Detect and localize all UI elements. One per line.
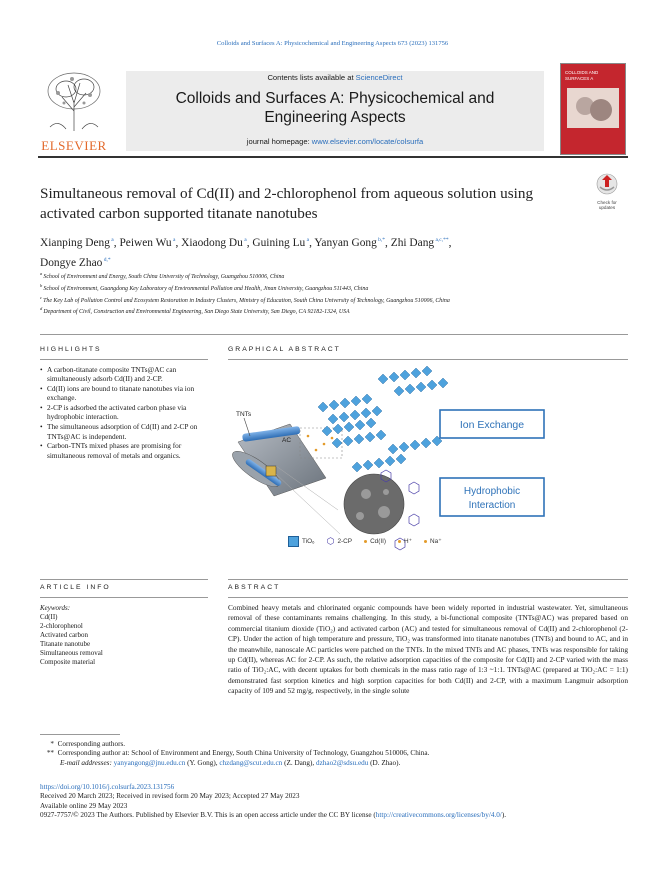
activated-carbon-cylinder bbox=[228, 424, 326, 496]
author-name[interactable]: Dongye Zhao bbox=[40, 256, 103, 269]
email-owner: (Z. Dang), bbox=[282, 758, 316, 767]
author-name[interactable]: Guining Lu bbox=[252, 236, 306, 249]
legend-label: 2-CP bbox=[337, 537, 353, 545]
article-title: Simultaneous removal of Cd(II) and 2-chlorophenol from aqueous solution using activated carbon supported titanate nanotubes bbox=[40, 185, 534, 222]
license-link[interactable]: http://creativecommons.org/licenses/by/4.0/ bbox=[375, 811, 502, 820]
tio6-octahedron bbox=[411, 368, 421, 378]
tio6-octahedron bbox=[328, 414, 338, 424]
keyword-item: Cd(II) bbox=[40, 613, 58, 621]
author-affiliation-mark[interactable]: b,* bbox=[376, 237, 386, 243]
legend-entry bbox=[327, 536, 352, 547]
highlight-item: • A carbon-titanate composite TNTs@AC can simultaneously adsorb Cd(II) and 2-CP. bbox=[40, 365, 206, 384]
legend-label: Cd(II) bbox=[370, 537, 387, 545]
footnotes bbox=[40, 740, 628, 768]
tio6-octahedron bbox=[378, 374, 388, 384]
abstract-rule bbox=[228, 597, 628, 598]
legend-label: Na⁺ bbox=[430, 538, 442, 545]
tio6-octahedron bbox=[427, 380, 437, 390]
tio6-octahedron bbox=[350, 410, 360, 420]
tio6-octahedron bbox=[388, 444, 398, 454]
dates-line: Received 20 March 2023; Received in revised form 20 May 2023; Accepted 27 May 2023 bbox=[40, 792, 300, 801]
legend-entry bbox=[288, 536, 315, 547]
sciencedirect-link[interactable]: ScienceDirect bbox=[355, 73, 403, 82]
tio6-octahedron bbox=[422, 366, 432, 376]
tio6-octahedron bbox=[374, 458, 384, 468]
tio6-octahedra-stack bbox=[318, 366, 448, 472]
article-info-heading: ARTICLE INFO bbox=[40, 584, 111, 591]
tio6-octahedron bbox=[333, 424, 343, 434]
journal-title: Colloids and Surfaces A: Physicochemical and Engineering Aspects bbox=[175, 90, 495, 126]
legend-entry bbox=[398, 537, 412, 545]
hexagon-legend-icon: ⬡ bbox=[326, 535, 335, 546]
tio6-legend-icon bbox=[288, 536, 299, 547]
affiliation-item: $^d$ Department of Civil, Construction and Environmental Engineering, San Diego State University, San Diego, CA 92182-1324, USA bbox=[40, 306, 350, 316]
legend-entry bbox=[364, 538, 386, 545]
email-label: E-mail addresses: bbox=[60, 758, 114, 767]
dot-legend-icon bbox=[398, 540, 401, 543]
tio6-octahedron bbox=[385, 456, 395, 466]
affiliation-rule bbox=[40, 334, 628, 335]
tio6-octahedron bbox=[344, 422, 354, 432]
authors-line-2 bbox=[40, 252, 600, 272]
graphical-abstract-rule bbox=[228, 359, 628, 360]
abstract-top-rule bbox=[228, 579, 628, 580]
legend-label: TiO₆ bbox=[302, 537, 315, 545]
tio6-octahedron bbox=[372, 406, 382, 416]
cover-image bbox=[567, 88, 619, 128]
doi-link[interactable]: https://doi.org/10.1016/j.colsurfa.2023.131756 bbox=[40, 783, 175, 791]
tio6-octahedron bbox=[329, 400, 339, 410]
tio6-octahedron bbox=[322, 426, 332, 436]
footnote-1: * Corresponding authors. bbox=[50, 740, 126, 748]
highlights-heading: HIGHLIGHTS bbox=[40, 346, 102, 353]
journal-homepage: journal homepage: www.elsevier.com/locate/colsurfa bbox=[246, 137, 424, 146]
abstract-heading: ABSTRACT bbox=[228, 584, 281, 591]
legend-entry bbox=[424, 537, 442, 545]
tio6-octahedron bbox=[363, 460, 373, 470]
cover-title: COLLOIDS AND SURFACES A bbox=[565, 70, 599, 81]
keyword-item: Activated carbon bbox=[40, 631, 89, 640]
footnote-2: ** Corresponding author at: School of Environment and Energy, South China University of Technology, Guangzhou 510006, China. bbox=[46, 749, 430, 758]
tio6-octahedron bbox=[394, 386, 404, 396]
affiliation-item: $^a$ School of Environment and Energy, South China University of Technology, Guangzhou 510006, China bbox=[40, 271, 285, 280]
affiliations bbox=[40, 270, 552, 317]
author-affiliation-mark[interactable]: a bbox=[109, 237, 114, 243]
highlights-list bbox=[40, 365, 206, 460]
keyword-item: Composite material bbox=[40, 658, 96, 667]
article-info-rule bbox=[40, 597, 208, 598]
affiliation-item: $^c$ The Key Lab of Pollution Control and Ecosystem Restoration in Industry Clusters, Ministry of Education, South China University of Technology, Guangzhou 510006, China bbox=[40, 294, 450, 304]
highlight-item: • The simultaneous adsorption of Cd(II) and 2-CP on TNTs@AC is independent. bbox=[40, 422, 206, 441]
graphical-abstract-heading: GRAPHICAL ABSTRACT bbox=[228, 346, 341, 353]
tio6-octahedron bbox=[400, 370, 410, 380]
masthead-center bbox=[126, 71, 544, 151]
author-name[interactable]: Zhi Dang bbox=[390, 236, 435, 249]
graphical-abstract-svg bbox=[228, 366, 628, 558]
tio6-octahedron bbox=[351, 396, 361, 406]
tio6-octahedron bbox=[332, 438, 342, 448]
keywords-label: Keywords: bbox=[40, 604, 71, 612]
keyword-item: Simultaneous removal bbox=[40, 649, 103, 658]
author-affiliation-mark[interactable]: a bbox=[242, 237, 247, 243]
tio6-octahedron bbox=[421, 438, 431, 448]
author-affiliation-mark[interactable]: a bbox=[171, 237, 176, 243]
affiliation-item: $^b$ School of Environment, Guangdong Key Laboratory of Environmental Pollution and Health, Jinan University, Guangzhou 511443, China bbox=[40, 282, 369, 292]
graphical-abstract-legend bbox=[288, 534, 548, 548]
tio6-octahedron bbox=[343, 436, 353, 446]
author-name[interactable]: Xianping Deng bbox=[40, 236, 110, 249]
tio6-octahedron bbox=[352, 462, 362, 472]
hydrophobic-label: Hydrophobic bbox=[463, 486, 521, 497]
ac-particle-micrograph bbox=[344, 474, 404, 534]
author-affiliation-mark[interactable]: a,c,** bbox=[434, 237, 449, 243]
masthead bbox=[38, 61, 628, 155]
check-for-updates-badge[interactable]: Check for updates bbox=[593, 173, 621, 207]
tio6-octahedron bbox=[410, 440, 420, 450]
keywords-list bbox=[40, 613, 208, 668]
email-link[interactable]: dzhao2@sdsu.edu bbox=[316, 758, 369, 767]
tio6-octahedron bbox=[339, 412, 349, 422]
ion-exchange-label: Ion Exchange bbox=[459, 419, 525, 431]
tio6-octahedron bbox=[362, 394, 372, 404]
dot-legend-icon bbox=[424, 540, 427, 543]
email-owner: (Y. Gong), bbox=[185, 758, 220, 767]
tio6-octahedron bbox=[354, 434, 364, 444]
author-name[interactable]: Yanyan Gong bbox=[314, 236, 377, 249]
legend-label: H⁺ bbox=[404, 538, 413, 545]
tio6-octahedron bbox=[318, 402, 328, 412]
highlight-item: • Carbon-TNTs mixed phases are promising for simultaneous removal of metals and organics. bbox=[40, 441, 206, 460]
online-date: Available online 29 May 2023 bbox=[40, 801, 128, 810]
license-line: 0927-7757/© 2023 The Authors. Published by Elsevier B.V. This is an open access article under the CC BY license (http://creativecommons.org/licenses/by/4.0/). bbox=[40, 811, 507, 820]
keyword-item: Titanate nanotube bbox=[40, 640, 91, 649]
tio6-octahedron bbox=[438, 378, 448, 388]
tio6-octahedron bbox=[355, 420, 365, 430]
dot-legend-icon bbox=[364, 540, 367, 543]
highlight-item: • Cd(II) ions are bound to titanate nanotubes via ion exchange. bbox=[40, 384, 206, 403]
highlight-item: • 2-CP is adsorbed the activated carbon phase via hydrophobic interaction. bbox=[40, 403, 206, 422]
tio6-octahedron bbox=[399, 442, 409, 452]
ac-label: AC bbox=[282, 437, 292, 444]
email-line bbox=[40, 759, 628, 768]
svg-text:Interaction: Interaction bbox=[468, 500, 516, 511]
bibliographic-info bbox=[40, 783, 640, 821]
email-link[interactable]: chzdang@scut.edu.cn bbox=[219, 758, 283, 767]
author-affiliation-mark[interactable]: a bbox=[305, 237, 310, 243]
tio6-octahedron bbox=[405, 384, 415, 394]
tio6-octahedron bbox=[340, 398, 350, 408]
email-link[interactable]: yanyangong@jnu.edu.cn bbox=[113, 758, 186, 767]
highlights-rule bbox=[40, 359, 208, 360]
author-name[interactable]: Peiwen Wu bbox=[119, 236, 172, 249]
elsevier-tree-icon bbox=[38, 67, 110, 133]
article-info-top-rule bbox=[40, 579, 208, 580]
elsevier-logo[interactable] bbox=[38, 67, 110, 153]
tio6-octahedron bbox=[416, 382, 426, 392]
tnts-label: TNTs bbox=[236, 411, 252, 418]
authors-line-1: Xianping Deng $^a$, Peiwen Wu $^a$, Xiaodong Du $^a$, Guining Lu $^a$, Yanyan Gong $^{b,*}$, Zhi Dang $^{a,c,**}$, bbox=[40, 236, 452, 249]
graphical-abstract-figure[interactable] bbox=[228, 366, 628, 558]
check-updates-icon bbox=[593, 173, 621, 195]
contents-line: Contents lists available at ScienceDirect bbox=[267, 73, 403, 82]
tio6-octahedron bbox=[365, 432, 375, 442]
journal-cover[interactable] bbox=[560, 63, 626, 155]
tio6-octahedron bbox=[376, 430, 386, 440]
tio6-octahedron bbox=[366, 418, 376, 428]
keyword-item: 2-chlorophenol bbox=[40, 622, 83, 631]
abstract-text: Combined heavy metals and chlorinated organic compounds have been widely reported in industrial wastewater. Yet, simultaneous removal of these contaminants remains challenging. In this study, a bi-functional composite (TNTs@AC) was prepared based on commercial titanium dioxide (TiO₂) and activated carbon (AC) and tested for simultaneous removal of Cd(II) and 2-chlorophenol (2-CP). Under the action of high temperature and pressure, TiO₂ was transformed into titanate nanotubes (TNTs) and bound to AC, and in the meanwhile, nanoscale AC particles were patched on the TNTs. In the mixed TNTs and AC phases, TNTs was responsible for taking up Cd(II), whereas AC for 2-CP. As such, the relative adsorption capacities of the composite for Cd(II) and 2-CP varied with the mass ratio of TiO₂:AC, with decent uptakes for both chemicals in the mass ratio rage of 1:3 ~1:1. TNTs@AC (prepared at TiO₂:AC = 1:1) demonstrated fast sorption kinetics and high sorption capacities for both Cd(II) and 2-CP, with a maximum Langmuir adsorption capacity of 109 and 52 mg/g, respectively, in the single solute bbox=[228, 603, 628, 696]
masthead-rule bbox=[38, 156, 628, 158]
homepage-link[interactable]: www.elsevier.com/locate/colsurfa bbox=[311, 137, 424, 146]
author-list bbox=[40, 232, 600, 272]
author-name[interactable]: Xiaodong Du bbox=[181, 236, 243, 249]
running-header[interactable]: Colloids and Surfaces A: Physicochemical and Engineering Aspects 673 (2023) 131756 bbox=[216, 40, 449, 47]
tio6-octahedron bbox=[396, 454, 406, 464]
tio6-octahedron bbox=[361, 408, 371, 418]
author-affiliation-mark[interactable]: d,* bbox=[102, 256, 111, 263]
tio6-octahedron bbox=[389, 372, 399, 382]
email-owner: (D. Zhao). bbox=[368, 758, 401, 767]
elsevier-wordmark: ELSEVIER bbox=[41, 138, 107, 153]
footnote-rule bbox=[40, 734, 120, 735]
